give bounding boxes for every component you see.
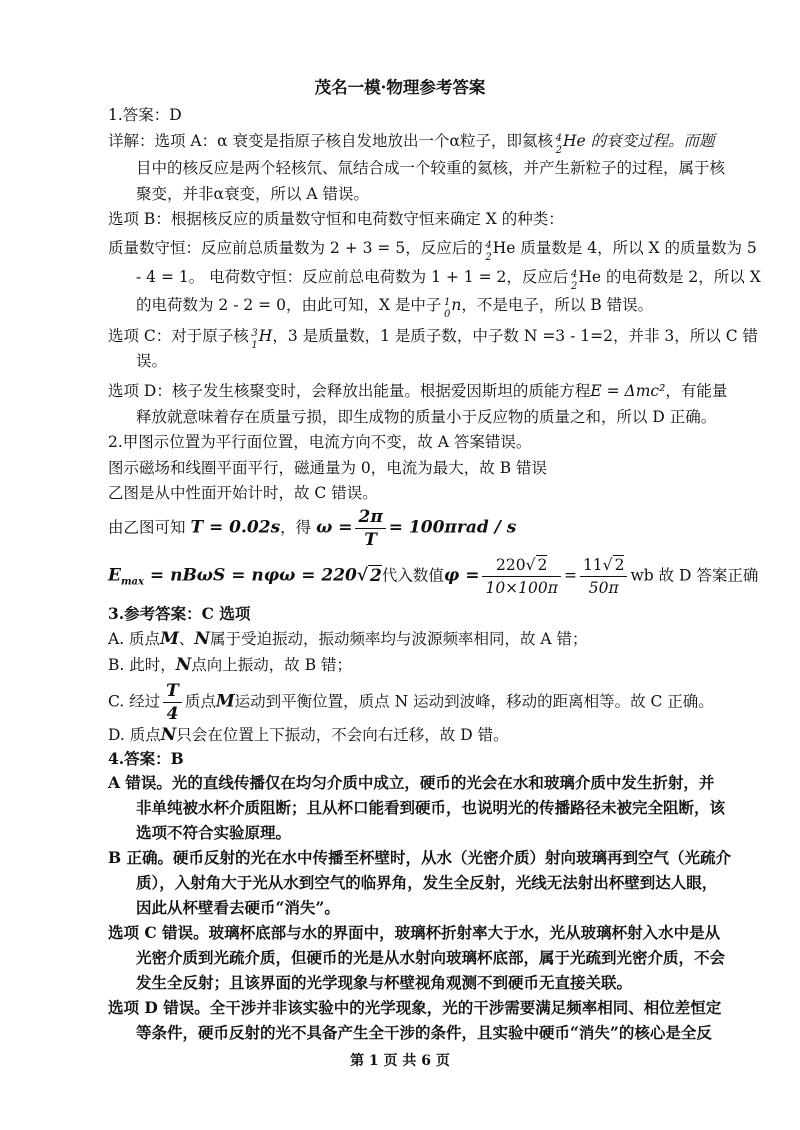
flux-fraction-1: $\frac{220√ 2}{10\times 100\pi}$ — [482, 554, 560, 599]
q1-option-d-cont: 释放就意味着存在质量亏损，即生成物的质量小于反应物的质量之和，所以 D 正确。 — [136, 408, 717, 426]
q4-answer: 4.答案：B — [108, 749, 184, 768]
two-pi-over-t-fraction: $\frac{2\pi}{T}$ — [355, 506, 385, 551]
helium-nuclide: 4 2 — [570, 269, 578, 292]
q1-line-1: 详解：选项 A：α 衰变是指原子核自发地放出一个α粒子，即氦核 4 2 He 的衰变过程。而题 — [108, 132, 715, 156]
neutron-nuclide: 1 0 — [444, 297, 451, 320]
q1-option-c: 选项 C：对于原子核 3 1 H，3 是质量数，1 是质子数，中子数 N =3 - 1=2，并非 3，所以 C 错 — [108, 327, 758, 351]
q1-option-b: 选项 B：根据核反应的质量数守恒和电荷数守恒来确定 X 的种类： — [108, 210, 564, 228]
q3-option-d: D. 质点N只会在位置上下振动，不会向右迁移，故 D 错。 — [108, 725, 509, 745]
q1-answer: 1.答案：D — [108, 106, 182, 124]
q3-option-a: A. 质点M、N属于受迫振动，振动频率均与波源频率相同，故 A 错； — [108, 629, 588, 649]
q4-option-a-2: 非单纯被水杯介质阻断；且从杯口能看到硬币，也说明光的传播路径未被完全阻断，该 — [136, 798, 726, 817]
q2-formula-emax: $E_{max} = nB\omega S = n\varphi\omega = 220√$ 2代入数值φ = $\frac{220√ 2}{10\times 100\pi}$ = $\frac{11√ 2}{50\pi}$ wb 故 D 答案正确 — [108, 556, 759, 597]
q1-option-c-cont: 误。 — [136, 352, 168, 370]
q1-option-d: 选项 D：核子发生核聚变时，会释放出能量。根据爱因斯坦的质能方程E = Δmc²，有能量 — [108, 382, 728, 400]
q4-option-a-1: A 错误。光的直线传播仅在均匀介质中成立，硬币的光会在水和玻璃介质中发生折射，并 — [108, 773, 715, 792]
q1-line-2: 目中的核反应是两个轻核氘、氚结合成一个较重的氦核，并产生新粒子的过程，属于核 — [136, 159, 726, 177]
q4-option-b-1: B 正确。硬币反射的光在水中传播至杯壁时，从水（光密介质）射向玻璃再到空气（光疏介 — [108, 848, 732, 867]
flux-fraction-2: $\frac{11√ 2}{50\pi}$ — [580, 554, 628, 599]
q3-answer: 3.参考答案：C 选项 — [108, 604, 251, 623]
helium-nuclide: 4 2 — [485, 240, 492, 263]
q4-option-b-2: 质），入射角大于光从水到空气的临界角，发生全反射，光线无法射出杯壁到达人眼， — [136, 873, 718, 892]
q4-option-a-3: 选项不符合实验原理。 — [136, 823, 292, 842]
q4-option-d-1: 选项 D 错误。全干涉并非该实验中的光学现象，光的干涉需要满足频率相同、相位差恒定 — [108, 998, 722, 1017]
q4-option-b-3: 因此从杯壁看去硬币“消失”。 — [136, 898, 340, 917]
document-title: 茂名一模·物理参考答案 — [314, 78, 486, 97]
q2-formula-period: 由乙图可知 T = 0.02s，得 ω = $\frac{2\pi}{T}$ = 100πrad / s — [108, 507, 517, 550]
page-footer: 第 1 页 共 6 页 — [350, 1053, 450, 1069]
helium-nuclide: 4 2 — [555, 133, 562, 156]
q2-line-2: 图示磁场和线圈平面平行，磁通量为 0，电流为最大，故 B 错误 — [108, 459, 548, 477]
q3-option-b: B. 此时，N点向上振动，故 B 错； — [108, 655, 353, 675]
q1-line-3: 聚变，并非α衰变，所以 A 错误。 — [136, 185, 370, 203]
q4-option-c-1: 选项 C 错误。玻璃杯底部与水的界面中，玻璃杯折射率大于水，光从玻璃杯射入水中是从 — [108, 923, 721, 942]
q1-neutron-line: 的电荷数为 2 - 2 = 0，由此可知，X 是中子 1 0 n，不是电子，所以 B 错误。 — [136, 296, 654, 320]
q4-option-d-2: 等条件，硬币反射的光不具备产生全干涉的条件，且实验中硬币“消失”的核心是全反 — [136, 1023, 712, 1042]
q4-option-c-2: 光密介质到光疏介质，但硬币的光是从水射向玻璃杯底部，属于光疏到光密介质，不会 — [136, 948, 726, 967]
q2-line-3: 乙图是从中性面开始计时，故 C 错误。 — [108, 484, 378, 502]
q1-mass-conservation: 质量数守恒：反应前总质量数为 2 + 3 = 5，反应后的 4 2 He 质量数是 4，所以 X 的质量数为 5 — [108, 239, 757, 263]
q3-option-c: C. 经过 $\frac{T}{4}$ 质点M运动到平衡位置，质点 N 运动到波峰，移动的距离相等。故 C 正确。 — [108, 681, 714, 724]
q2-line-1: 2.甲图示位置为平行面位置，电流方向不变，故 A 答案错误。 — [108, 433, 532, 451]
tritium-nuclide: 3 1 — [251, 328, 258, 351]
q4-option-c-3: 发生全反射；且该界面的光学现象与杯壁视角观测不到硬币无直接关联。 — [136, 973, 633, 992]
q1-charge-conservation: - 4 = 1。 电荷数守恒：反应前总电荷数为 1 + 1 = 2，反应后 4 2 He 的电荷数是 2，所以 X — [136, 268, 761, 292]
t-over-4-fraction: $\frac{T}{4}$ — [163, 680, 182, 725]
